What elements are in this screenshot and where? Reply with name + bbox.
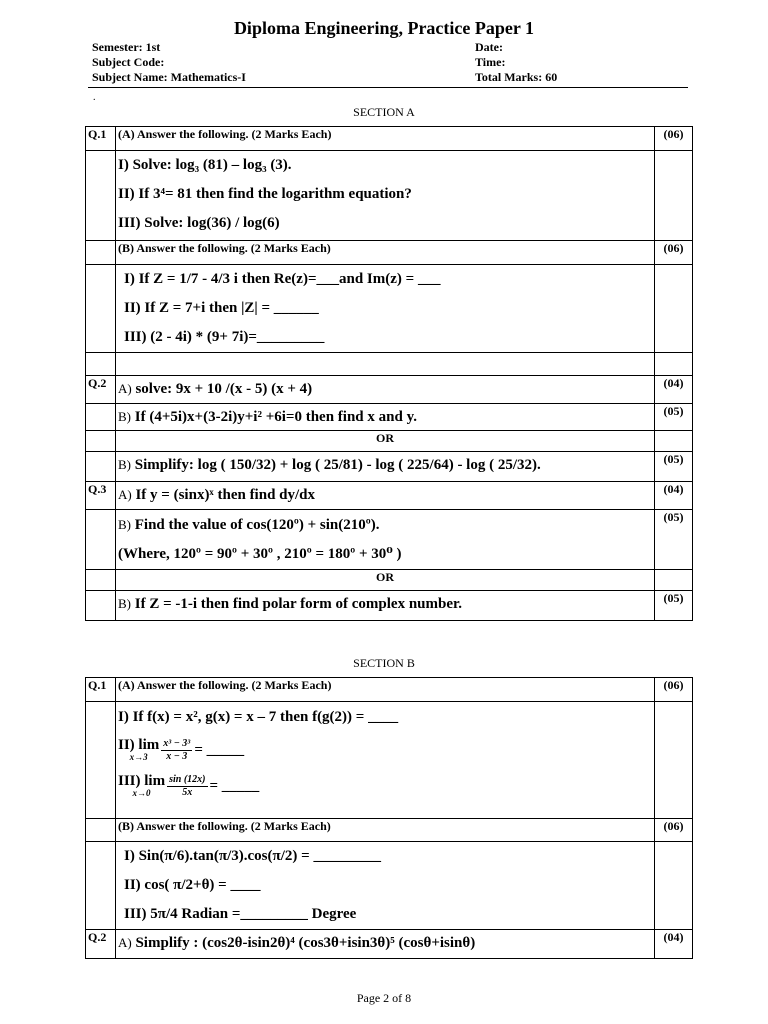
meta-left: [92, 40, 246, 85]
table-row: [86, 510, 693, 570]
fraction: [161, 738, 192, 763]
question-body: If (4+5i)x+(3-2i)y+i² +6i=0 then find x and y.: [134, 409, 418, 425]
question-text: [116, 930, 655, 959]
list-item: I) Solve: log₃ (81) – log₃ (3).: [118, 157, 292, 173]
or-divider: OR: [116, 570, 655, 591]
limit-suffix: = _____: [194, 742, 245, 758]
limit-subscript: x→0: [132, 788, 151, 798]
option-label: B): [118, 517, 131, 532]
table-row: [86, 127, 693, 151]
meta-right: [475, 40, 557, 85]
question-block: [116, 151, 655, 241]
list-item: III) 5π/4 Radian =_________ Degree: [124, 906, 357, 922]
question-heading: (A) Answer the following. (2 Marks Each): [116, 127, 655, 151]
question-body: If y = (sinx)ˣ then find dy/dx: [135, 487, 316, 503]
empty-cell: [86, 570, 116, 591]
question-number: Q.1: [86, 127, 116, 151]
table-row: [86, 452, 693, 482]
table-row: [86, 702, 693, 819]
list-item: [118, 768, 652, 804]
time-label: Time:: [475, 55, 506, 69]
marks-cell: (06): [655, 678, 693, 702]
question-block: [116, 702, 655, 819]
fraction-denominator: 5x: [182, 786, 193, 798]
question-text: [116, 591, 655, 621]
option-label: B): [118, 409, 131, 424]
table-row: [86, 376, 693, 404]
question-text: [116, 376, 655, 404]
empty-cell: [655, 353, 693, 376]
list-item: [118, 732, 652, 768]
table-row: [86, 930, 693, 959]
question-block: [116, 842, 655, 930]
empty-cell: [86, 842, 116, 930]
question-block: [116, 265, 655, 353]
question-text: [116, 482, 655, 510]
table-row: [86, 265, 693, 353]
empty-cell: [86, 353, 116, 376]
table-row: [86, 591, 693, 621]
question-note: (Where, 120º = 90º + 30º , 210º = 180º + 30⁰ ): [118, 546, 402, 562]
subject-name-label: Subject Name: Mathematics-I: [92, 70, 246, 84]
list-item: III) (2 - 4i) * (9+ 7i)=_________: [124, 329, 325, 345]
limit-expression: [118, 738, 159, 762]
marks-cell: (05): [655, 591, 693, 621]
question-body: Simplify: log ( 150/32) + log ( 25/81) - log ( 225/64) - log ( 25/32).: [134, 457, 541, 473]
section-b-table: [85, 677, 693, 959]
empty-cell: [655, 265, 693, 353]
table-row: [86, 241, 693, 265]
marks-cell: (05): [655, 510, 693, 570]
list-item: I) Sin(π/6).tan(π/3).cos(π/2) = _________: [124, 848, 381, 864]
list-item: II) If 3⁴= 81 then find the logarithm equation?: [118, 186, 412, 202]
section-a-label: SECTION A: [353, 105, 415, 119]
empty-cell: [655, 431, 693, 452]
empty-cell: [86, 151, 116, 241]
marks-cell: (06): [655, 127, 693, 151]
question-body: Simplify : (cos2θ-isin2θ)⁴ (cos3θ+isin3θ)⁵ (cosθ+isinθ): [135, 935, 476, 951]
option-label: B): [118, 457, 131, 472]
limit-prefix: III) lim: [118, 773, 166, 789]
empty-cell: [86, 591, 116, 621]
option-label: A): [118, 487, 132, 502]
section-b-label: SECTION B: [353, 656, 415, 670]
question-heading: (B) Answer the following. (2 Marks Each): [116, 819, 655, 842]
question-number: Q.3: [86, 482, 116, 510]
subject-code-label: Subject Code:: [92, 55, 165, 69]
total-marks-label: Total Marks: 60: [475, 70, 558, 84]
question-body: If Z = -1-i then find polar form of complex number.: [134, 596, 463, 612]
question-text: [116, 404, 655, 431]
table-row: [86, 353, 693, 376]
table-row: [86, 404, 693, 431]
limit-suffix: = _____: [209, 778, 260, 794]
empty-cell: [116, 353, 655, 376]
question-number: Q.1: [86, 678, 116, 702]
table-row: [86, 482, 693, 510]
question-heading: (A) Answer the following. (2 Marks Each): [116, 678, 655, 702]
semester-label: Semester: 1st: [92, 40, 161, 54]
empty-cell: [86, 265, 116, 353]
empty-cell: [86, 702, 116, 819]
question-line: [118, 510, 652, 540]
fraction: [167, 774, 207, 799]
table-row: [86, 678, 693, 702]
question-text: [116, 510, 655, 570]
marks-cell: (04): [655, 930, 693, 959]
limit-subscript: x→3: [129, 752, 148, 762]
empty-cell: [86, 404, 116, 431]
empty-cell: [655, 151, 693, 241]
marks-cell: (06): [655, 819, 693, 842]
marks-cell: (05): [655, 404, 693, 431]
header-dot: .: [93, 92, 96, 103]
page-number: Page 2 of 8: [356, 991, 412, 1005]
empty-cell: [86, 431, 116, 452]
fraction-numerator: x³ − 3³: [163, 737, 191, 749]
table-row: [86, 842, 693, 930]
limit-prefix: II) lim: [118, 737, 160, 753]
table-row: [86, 151, 693, 241]
list-item: I) If Z = 1/7 - 4/3 i then Re(z)=___and Im(z) = ___: [124, 271, 441, 287]
or-divider: OR: [116, 431, 655, 452]
table-row: [86, 819, 693, 842]
list-item: II) cos( π/2+θ) = ____: [124, 877, 261, 893]
table-row: [86, 570, 693, 591]
section-a-table: [85, 126, 693, 621]
table-row: [86, 431, 693, 452]
marks-cell: (04): [655, 482, 693, 510]
date-label: Date:: [475, 40, 503, 54]
list-item: III) Solve: log(36) / log(6): [118, 215, 280, 231]
option-label: A): [118, 381, 132, 396]
empty-cell: [655, 570, 693, 591]
paper-title: Diploma Engineering, Practice Paper 1: [233, 18, 535, 38]
question-heading: (B) Answer the following. (2 Marks Each): [116, 241, 655, 265]
question-body: solve: 9x + 10 /(x - 5) (x + 4): [135, 381, 313, 397]
option-label: B): [118, 596, 131, 611]
marks-cell: (06): [655, 241, 693, 265]
empty-cell: [86, 452, 116, 482]
list-item: I) If f(x) = x², g(x) = x – 7 then f(g(2)) = ____: [118, 709, 399, 725]
marks-cell: (05): [655, 452, 693, 482]
empty-cell: [86, 241, 116, 265]
fraction-denominator: x − 3: [166, 750, 188, 762]
option-label: A): [118, 935, 132, 950]
empty-cell: [655, 702, 693, 819]
question-text: [116, 452, 655, 482]
header-rule: [88, 87, 688, 88]
limit-expression: [118, 774, 165, 798]
question-number: Q.2: [86, 376, 116, 404]
question-number: Q.2: [86, 930, 116, 959]
question-body: Find the value of cos(120º) + sin(210º).: [134, 517, 380, 533]
empty-cell: [86, 819, 116, 842]
marks-cell: (04): [655, 376, 693, 404]
list-item: II) If Z = 7+i then |Z| = ______: [124, 300, 319, 316]
empty-cell: [655, 842, 693, 930]
empty-cell: [86, 510, 116, 570]
fraction-numerator: sin (12x): [169, 773, 206, 785]
